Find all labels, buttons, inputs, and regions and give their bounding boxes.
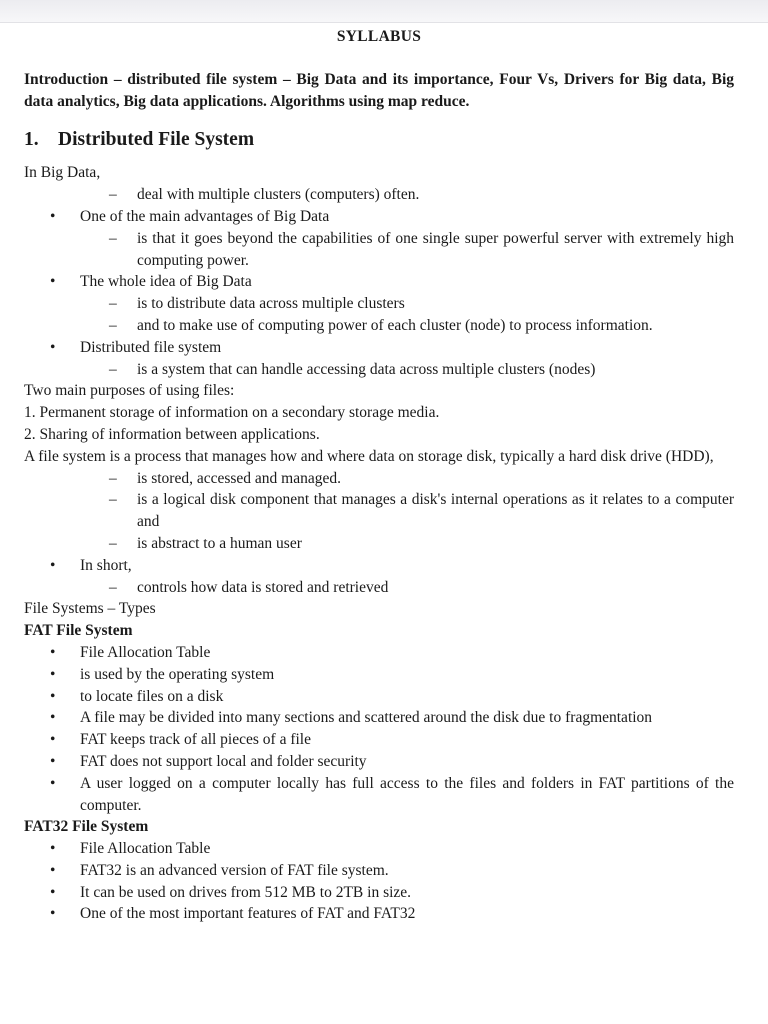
list-item: • The whole idea of Big Data — [24, 271, 734, 293]
section-number: 1. — [24, 129, 39, 151]
bullet-marker: • — [50, 687, 56, 705]
bullet-marker: • — [50, 207, 56, 225]
bullet-marker: • — [50, 665, 56, 683]
dash-marker: – — [109, 578, 117, 596]
list-item: • File Allocation Table — [24, 838, 734, 860]
paragraph-in-big-data: In Big Data, — [24, 164, 101, 182]
list-item: • One of the main advantages of Big Data — [24, 206, 734, 228]
dash-marker: – — [109, 316, 117, 334]
subheading-fat-file-system: FAT File System — [24, 622, 133, 640]
dash-marker: – — [109, 534, 117, 552]
dash-marker: – — [109, 229, 117, 247]
list-item: • One of the most important features of FAT and FAT32 — [24, 903, 734, 925]
list-item: • is used by the operating system — [24, 664, 734, 686]
list-item: • In short, — [24, 555, 734, 577]
list-item: • A file may be divided into many sections and scattered around the disk due to fragmentation — [24, 707, 734, 729]
bullet-marker: • — [50, 731, 56, 749]
list-item: • FAT32 is an advanced version of FAT file system. — [24, 860, 734, 882]
list-item: • File Allocation Table — [24, 642, 734, 664]
bullet-marker: • — [50, 752, 56, 770]
dash-marker: – — [109, 469, 117, 487]
paragraph-purpose-2: 2. Sharing of information between applications. — [24, 425, 320, 443]
bullet-marker: • — [50, 273, 56, 291]
section-heading-distributed-file-system — [24, 128, 734, 152]
list-item: – is a logical disk component that manages a disk's internal operations as it relates to a computer and — [109, 491, 734, 531]
bullet-marker: • — [50, 643, 56, 661]
list-item: • Distributed file system — [24, 337, 734, 359]
bullet-marker: • — [50, 861, 56, 879]
bullet-marker: • — [50, 556, 56, 574]
bullet-marker: • — [50, 774, 56, 792]
list-item: – controls how data is stored and retrieved — [24, 577, 734, 599]
list-item: • FAT keeps track of all pieces of a file — [24, 729, 734, 751]
document-title: SYLLABUS — [336, 28, 422, 45]
paragraph-file-system-definition: A file system is a process that manages how and where data on storage disk, typically a hard disk drive (HDD), — [24, 447, 714, 465]
bullet-marker: • — [50, 709, 56, 727]
bullet-marker: • — [50, 338, 56, 356]
list-item: – is abstract to a human user — [24, 533, 734, 555]
bullet-marker: • — [50, 840, 56, 858]
list-item: – is that it goes beyond the capabilities of one single super powerful server with extremely high computing power. — [109, 229, 734, 269]
list-item: • to locate files on a disk — [24, 686, 734, 708]
list-item: – is to distribute data across multiple clusters — [24, 293, 734, 315]
dash-marker: – — [109, 186, 117, 204]
section-title: Distributed File System — [58, 129, 255, 151]
dash-marker: – — [109, 491, 117, 509]
bullet-marker: • — [50, 905, 56, 923]
paragraph-two-purposes: Two main purposes of using files: — [24, 382, 235, 400]
dash-marker: – — [109, 295, 117, 313]
list-item: – is stored, accessed and managed. — [24, 468, 734, 490]
bullet-marker: • — [50, 883, 56, 901]
list-item: – deal with multiple clusters (computers) often. — [24, 184, 734, 206]
list-item: – is a system that can handle accessing data across multiple clusters (nodes) — [24, 359, 734, 381]
document-page — [24, 26, 734, 925]
paragraph-purpose-1: 1. Permanent storage of information on a secondary storage media. — [24, 404, 440, 422]
dash-marker: – — [109, 360, 117, 378]
list-item: • A user logged on a computer locally has full access to the files and folders in FAT partitions of the computer. — [50, 774, 734, 814]
list-item: • It can be used on drives from 512 MB to 2TB in size. — [24, 882, 734, 904]
syllabus-intro: Introduction – distributed file system – Big Data and its importance, Four Vs, Drivers for Big data, Big data analytics, Big data applications. Algorithms using map reduce. — [24, 70, 734, 110]
list-item: • FAT does not support local and folder security — [24, 751, 734, 773]
paragraph-file-systems-types: File Systems – Types — [24, 600, 156, 618]
list-item: – and to make use of computing power of each cluster (node) to process information. — [24, 315, 734, 337]
viewer-top-bar — [0, 0, 768, 23]
subheading-fat32-file-system: FAT32 File System — [24, 818, 149, 836]
